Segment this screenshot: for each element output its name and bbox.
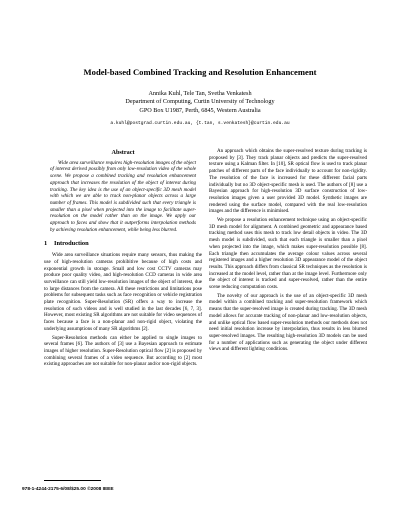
footer-rule xyxy=(44,480,101,481)
copyright-footer: 978-1-4244-2175-6/08/$25.00 ©2008 IEEE xyxy=(22,487,114,492)
paper-title: Model-based Combined Tracking and Resolution Enhancement xyxy=(83,67,317,77)
author-affiliation: Department of Computing, Curtin University of Technology xyxy=(125,98,275,106)
abstract-heading: Abstract xyxy=(111,149,135,156)
author-names: Annika Kuhl, Tele Tan, Svetha Venkatesh xyxy=(148,90,252,97)
section-heading xyxy=(44,241,202,248)
body-paragraph: We propose a resolution enhancement technique using an object-specific 3D mesh model for alignment. A combined geometric and appearance based tracking method uses this mesh to track low detail objects in video. The 3D mesh model is subdivided, such that each triangle is smaller than a pixel when projected into the image, which makes super-resolution possible [8]. Each triangle then accumulates the average colour values across several registered images and a higher resolution 3D appearance model of the object results. This approach differs from classical SR techniques as the resolution is increased at the model level, rather than at the image level. Furthermore only the object of interest is tracked and super-resolved, rather than the entire scene reducing computation costs. xyxy=(209,217,367,291)
author-block xyxy=(0,90,400,115)
section-number: 1 xyxy=(44,240,48,248)
intro-paragraph: Wide area surveillance situations require many sensors, thus making the use of high-resolution cameras prohibitive because of high costs and exponential growth in storage. Small and low cost CCTV cameras may produce poor quality video, and high-resolution CCD cameras in wide area surveillance can still yield low-resolution images of the object of interest, due to large distances from the camera. All these restrictions and limitations pose problems for subsequent tasks such as face recognition or vehicle registration plate recognition. Super-Resolution (SR) offers a way to increase the resolution of such videos and is well studied in the last decades [6, 7, 3]. However, most existing SR algorithms are not suitable for video sequences of faces because a face is a non-planar and non-rigid object, violating the underlying assumptions of many SR algorithms [2]. xyxy=(44,252,202,332)
abstract-text: Wide area surveillance requires high-resolution images of the object of interest derived possibly from only low-resolution video of the whole scene. We propose a combined tracking and resolution enhancement approach that increases the resolution of the object of interest during tracking. The key idea is the use of an object-specific 3D mesh model with which we are able to track non-planar objects across a large number of frames. This model is subdivided such that every triangle is smaller than a pixel when projected into the image to facilitate super-resolution on the model rather than on the image. We apply our approach to faces and show that it outperforms interpolation methods by achieving resolution enhancement, while being less blurred. xyxy=(50,159,197,233)
author-address: GPO Box U1987, Perth, 6845, Western Australia xyxy=(139,106,261,114)
section-title: Introduction xyxy=(54,240,89,248)
left-column xyxy=(44,150,202,370)
intro-paragraph: Super-Resolution methods can either be applied to single images to several frames [6]. The authors of [3] use a Bayesian approach to estimate images of higher resolution. Super-Resolution optical flow [2] is proposed by combining several frames of a video sequence. But according to [2] most existing approaches are not suitable for non-planar and/or non-rigid objects. xyxy=(44,334,202,368)
body-paragraph: The novelty of our approach is the use of an object-specific 3D mesh model within a combined tracking and super-resolution framework which means that the super-resolved image is created during tracking. The 3D mesh model allows for accurate tracking of non-planar and low-resolution objects, and unlike optical flow based super-resolution methods our methods does not need initial resolution increase by interpolation, thus results in less blurred super-resolved images. The resulting high-resolution 3D models can be used for a number of applications such as generating the object under different views and different lighting conditions. xyxy=(209,292,367,353)
right-column xyxy=(209,148,367,355)
body-paragraph: An approach which obtains the super-resolved texture during tracking is proposed by [3]. They track planar objects and predicts the super-resolved texture using a Kalman filter. In [10], SR optical flow is used to track planar patches of different parts of the face individually to account for non-rigidity. The resolution of the face is increased for these different facial parts individually but no 3D object-specific mesh is used. The authors of [8] use a Bayesian approach for high-resolution 3D surface construction of low-resolution images given a user provided 3D model. Synthetic images are rendered using the surface model, compared with the real low-resolution images and the difference is minimised. xyxy=(209,148,367,215)
author-emails: a.kuhl@postgrad.curtin.edu.au, {t.tan, s.venkatesh}@curtin.edu.au xyxy=(110,121,290,126)
